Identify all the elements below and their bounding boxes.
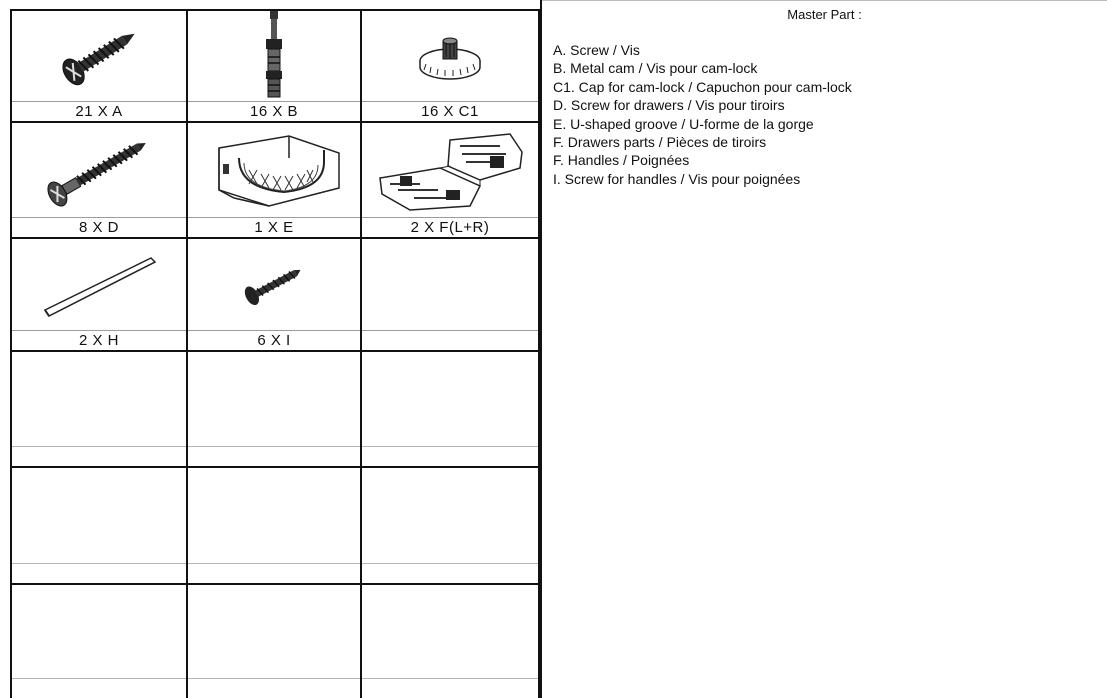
empty-cell: [188, 352, 362, 466]
parts-row-empty: [12, 468, 540, 585]
legend-item: A. Screw / Vis: [553, 42, 640, 58]
parts-table: [10, 9, 540, 698]
cap-icon: [415, 31, 485, 81]
empty-label-band: [362, 563, 538, 583]
handle-icon: [39, 250, 159, 320]
empty-label-band: [12, 563, 186, 583]
legend-item: B. Metal cam / Vis pour cam-lock: [553, 60, 758, 77]
empty-cell: [12, 352, 188, 466]
empty-label-band: [188, 563, 360, 583]
empty-cell: [362, 585, 540, 698]
part-quantity-label: 6 X I: [188, 330, 360, 350]
legend-item: F. Handles / Poignées: [553, 152, 690, 169]
legend-item: E. U-shaped groove / U-forme de la gorge: [553, 115, 814, 132]
screw-icon: [49, 21, 149, 91]
part-cell-d: [12, 123, 188, 237]
parts-row: [12, 239, 540, 352]
divider: [542, 0, 1107, 1]
drawer-screw-icon: [39, 130, 159, 210]
part-quantity-label: 1 X E: [188, 217, 360, 237]
part-quantity-label: [362, 330, 538, 350]
empty-label-band: [12, 678, 186, 698]
empty-label-band: [362, 446, 538, 466]
part-quantity-label: 16 X B: [188, 101, 360, 121]
legend-title: Master Part :: [787, 7, 862, 22]
empty-label-band: [188, 446, 360, 466]
empty-cell: [362, 352, 540, 466]
part-cell-a: [12, 11, 188, 121]
parts-row: [12, 11, 540, 123]
empty-label-band: [362, 678, 538, 698]
part-quantity-label: 2 X F(L+R): [362, 217, 538, 237]
legend-item: I. Screw for handles / Vis pour poignées: [553, 170, 801, 187]
part-cell-h: [12, 239, 188, 350]
drawer-parts-icon: [370, 128, 530, 213]
empty-cell: [188, 468, 362, 583]
u-groove-icon: [199, 128, 349, 213]
legend-list: [553, 41, 852, 188]
part-quantity-label: 8 X D: [12, 217, 186, 237]
empty-label-band: [188, 678, 360, 698]
empty-label-band: [12, 446, 186, 466]
part-quantity-label: 2 X H: [12, 330, 186, 350]
legend-item: D. Screw for drawers / Vis pour tiroirs: [553, 97, 785, 114]
empty-cell: [12, 585, 188, 698]
metal-cam-icon: [259, 11, 289, 101]
handle-screw-icon: [239, 262, 309, 307]
parts-row-empty: [12, 585, 540, 698]
parts-row-empty: [12, 352, 540, 468]
part-cell-c1: [362, 11, 540, 121]
part-cell-i: [188, 239, 362, 350]
legend-item: C1. Cap for cam-lock / Capuchon pour cam-lock: [553, 78, 852, 95]
part-quantity-label: 16 X C1: [362, 101, 538, 121]
empty-cell: [188, 585, 362, 698]
empty-cell: [362, 468, 540, 583]
master-part-legend: [540, 0, 1107, 698]
part-cell-b: [188, 11, 362, 121]
part-cell-f: [362, 123, 540, 237]
empty-cell: [12, 468, 188, 583]
part-cell-e: [188, 123, 362, 237]
legend-item: F. Drawers parts / Pièces de tiroirs: [553, 134, 767, 151]
parts-row: [12, 123, 540, 239]
part-quantity-label: 21 X A: [12, 101, 186, 121]
part-cell-empty: [362, 239, 540, 350]
